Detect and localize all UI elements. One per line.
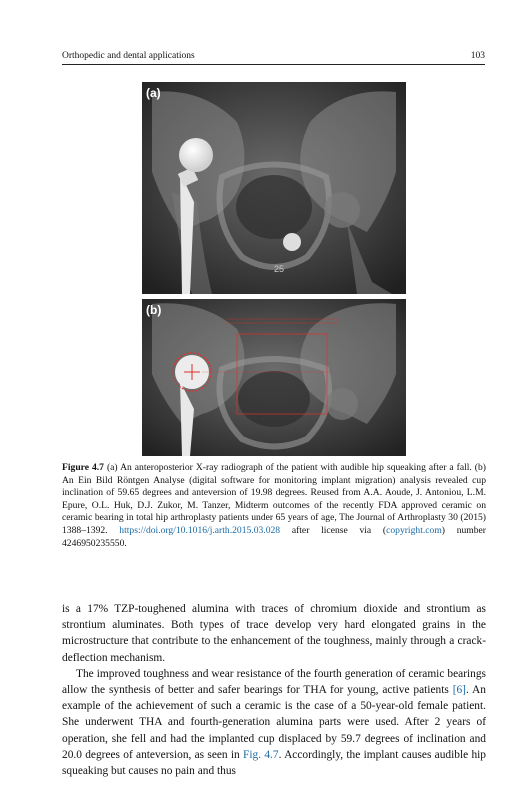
xray-image-a xyxy=(142,82,406,294)
figure-label: Figure 4.7 xyxy=(62,462,104,473)
body-text xyxy=(62,601,486,779)
running-header xyxy=(62,50,485,65)
caption-text-2: after license via ( xyxy=(280,524,387,536)
caption-text-3: ) number 4246950235550. xyxy=(62,524,487,549)
page-number: 103 xyxy=(470,51,485,61)
section-title: Orthopedic and dental applications xyxy=(62,51,195,61)
paragraph-2 xyxy=(62,666,486,779)
doi-link[interactable]: https://doi.org/10.1016/j.arth.2015.03.028 xyxy=(119,524,281,536)
panel-label-a: (a) xyxy=(146,86,161,100)
figure-caption xyxy=(62,462,486,550)
paragraph-2-text-a: The improved toughness and wear resistance of the fourth generation of ceramic bearings allow the synthesis of better and safer bearings for THA for young, active patients xyxy=(62,667,486,697)
xray-a-drawing xyxy=(142,82,406,294)
figure-reference-link[interactable]: Fig. 4.7 xyxy=(243,748,279,761)
paragraph-2-text-c: . Accordingly, the implant causes audible hip squeaking but causes no pain and thus xyxy=(62,748,486,778)
xray-b-drawing xyxy=(142,299,406,456)
copyright-link[interactable]: copyright.com xyxy=(386,524,442,536)
xray-image-b xyxy=(142,299,406,456)
caption-text: (a) An anteroposterior X-ray radiograph of the patient with audible hip squeaking after a fall. (b) An Ein Bild Röntgen Analyse (digital software for monitoring implant migration) analysis revealed cup inclination of 59.65 degrees and anteversion of 19.98 degrees. Reused from A.A. Aoude, J. Antoniou, L.M. Epure, O.L. Huk, D.J. Zukor, M. Tanzer, Midterm outcomes of the recently FDA approved ceramic on ceramic bearing in total hip arthroplasty patients under 65 years of age, The Journal of Arthroplasty 30 (2015) 1388–1392. xyxy=(62,462,486,536)
xray-marker-text: 25 xyxy=(274,264,285,274)
citation-link[interactable]: [6] xyxy=(452,684,466,697)
paragraph-2-text-b: . An example of the achievement of such a ceramic is the case of a 50-year-old female patient. She underwent THA and fourth-generation alumina parts were used. After 2 years of operation, she fell and had the implanted cup displaced by 59.7 degrees of inclination and 20.0 degrees of anteversion, as seen in xyxy=(62,684,486,761)
panel-label-b: (b) xyxy=(146,303,162,317)
paragraph-1: is a 17% TZP-toughened alumina with traces of chromium dioxide and strontium as strontium aluminates. Both types of trace develop very hard elongated grains in the microstructure that contribute to the enhancement of the toughness, mainly through a crack-deflection mechanism. xyxy=(62,603,486,664)
